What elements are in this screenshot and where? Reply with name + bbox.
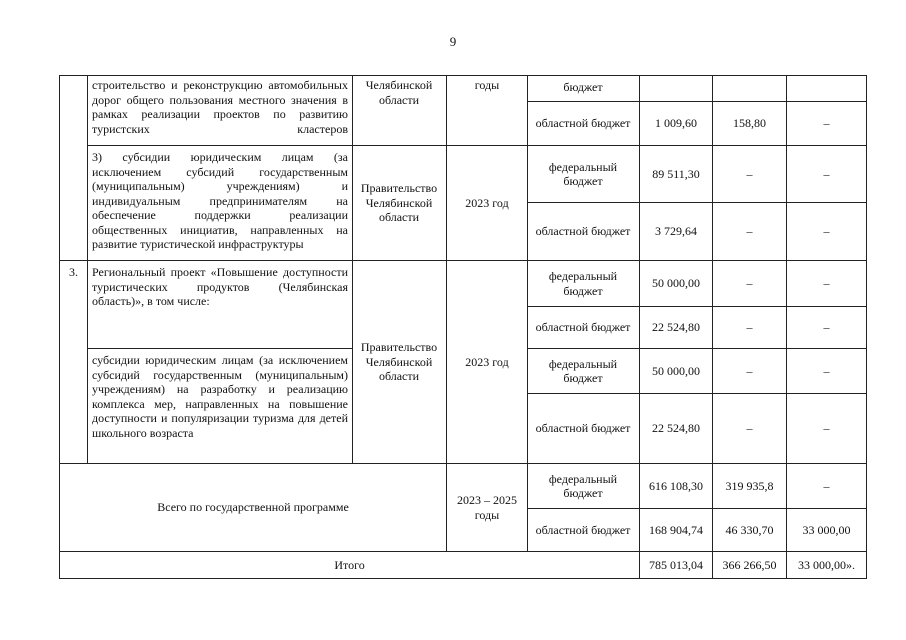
budget-label: федеральный бюджет	[548, 269, 618, 298]
amount-cell: 22 524,80	[652, 320, 700, 335]
amount-cell: 33 000,00	[802, 522, 851, 537]
amount-cell: 319 935,8	[725, 478, 774, 493]
amount-cell: 46 330,70	[725, 522, 774, 537]
amount-cell: 616 108,30	[649, 478, 703, 493]
row-period: 2023 год	[465, 354, 509, 369]
amount-cell: 3 729,64	[655, 224, 697, 239]
row-description: строительство и реконструкцию автомобильных дорог общего пользования местного значения в рамках реализации проектов по развитию туристских кластеров	[92, 78, 348, 136]
row-description: субсидии юридическим лицам (за исключением субсидий государственным (муниципальным) учреждениям) на разработку и реализацию комплекса мер, направленных на повышение доступности и популяризации туризма для детей школьного возраста	[92, 353, 348, 440]
amount-cell: 158,80	[733, 116, 766, 131]
amount-cell: 89 511,30	[652, 166, 700, 181]
row-period: 2023 – 2025 годы	[457, 493, 517, 522]
amount-cell: –	[823, 320, 830, 335]
amount-cell: 366 266,50	[722, 557, 777, 572]
row-period: 2023 год	[465, 195, 509, 210]
amount-cell: 785 013,04	[649, 557, 703, 572]
amount-cell: –	[746, 363, 753, 378]
row-period: годы	[474, 78, 500, 92]
total-program-label: Всего по государственной программе	[157, 500, 349, 515]
amount-cell: 50 000,00	[652, 363, 700, 378]
amount-cell: –	[823, 276, 830, 291]
budget-label: областной бюджет	[535, 320, 631, 335]
amount-cell: –	[746, 320, 753, 335]
row-executor: Челябинской области	[365, 78, 433, 107]
budget-label: федеральный бюджет	[548, 159, 618, 188]
budget-label: областной бюджет	[535, 522, 631, 537]
amount-cell: –	[746, 166, 753, 181]
amount-cell: –	[823, 166, 830, 181]
amount-cell: –	[823, 116, 830, 131]
amount-cell: 1 009,60	[655, 116, 697, 131]
amount-cell: –	[823, 478, 830, 493]
grand-total-label: Итого	[334, 557, 365, 572]
row-executor: Правительство Челябинской области	[360, 181, 438, 225]
row-description: 3) субсидии юридическим лицам (за исключением субсидий государственным (муниципальным) учреждениям) и индивидуальным предпринимателям на обеспечение поддержки реализации общественных инициатив, направленных на развитие туристической инфраструктуры	[92, 150, 348, 251]
page-number: 9	[449, 34, 457, 49]
amount-cell: –	[823, 363, 830, 378]
amount-cell: –	[746, 224, 753, 239]
budget-label: областной бюджет	[535, 421, 631, 436]
amount-cell: 50 000,00	[652, 276, 700, 291]
budget-label: областной бюджет	[535, 116, 631, 131]
amount-cell: 22 524,80	[652, 421, 700, 436]
amount-cell: 33 000,00».	[798, 557, 855, 572]
amount-cell: 168 904,74	[649, 522, 703, 537]
budget-label: федеральный бюджет	[548, 356, 618, 385]
row-number: 3.	[69, 265, 78, 279]
amount-cell: –	[746, 421, 753, 436]
amount-cell: –	[823, 224, 830, 239]
budget-label: бюджет	[563, 80, 603, 94]
row-executor: Правительство Челябинской области	[360, 340, 438, 384]
budget-label: федеральный бюджет	[548, 471, 618, 500]
amount-cell: –	[746, 276, 753, 291]
budget-label: областной бюджет	[535, 224, 631, 239]
project-title: Региональный проект «Повышение доступности туристических продуктов (Челябинская область)», в том числе:	[92, 265, 348, 308]
amount-cell: –	[823, 421, 830, 436]
